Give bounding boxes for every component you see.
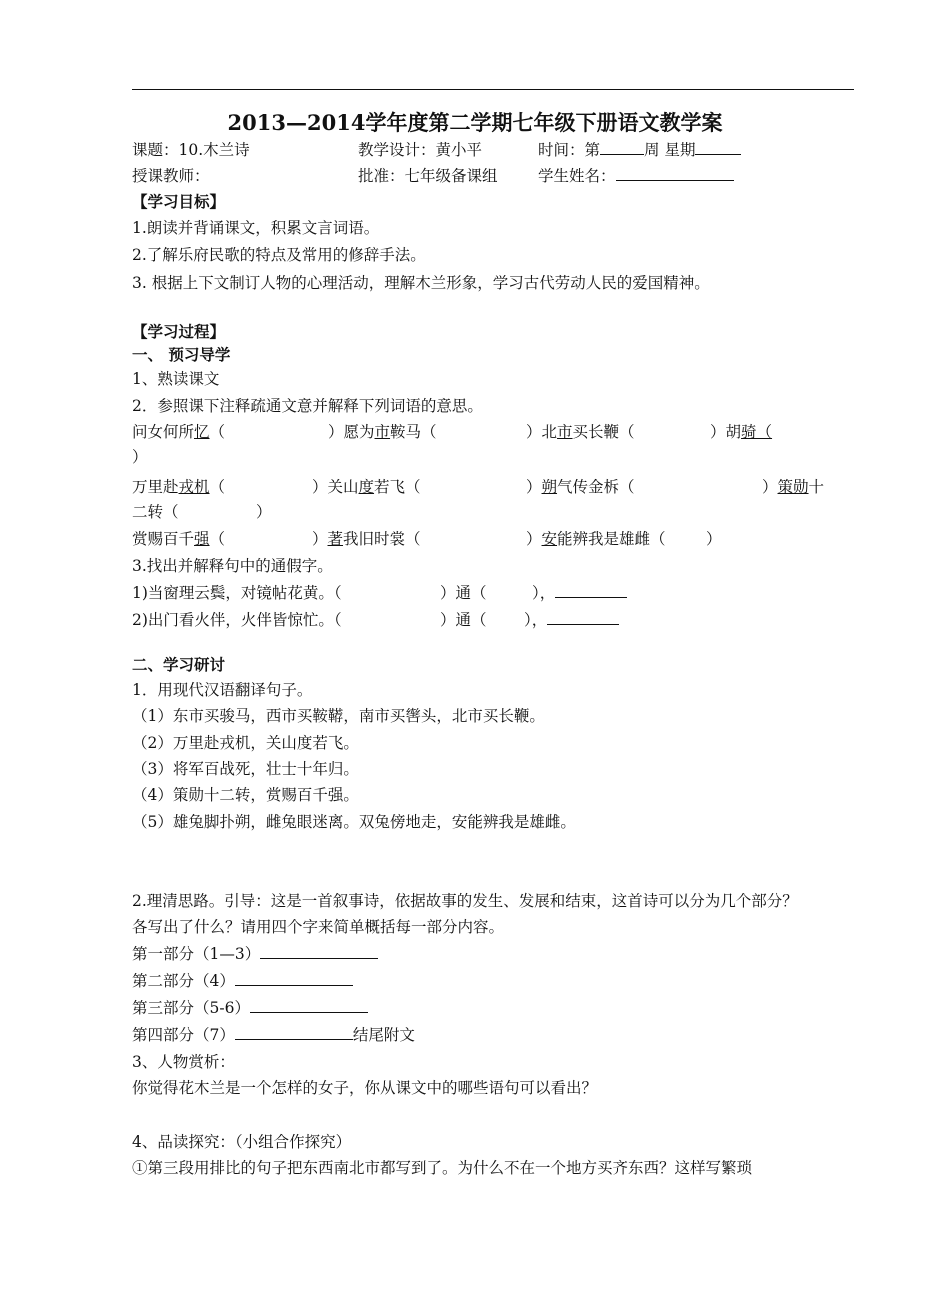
goal-item: 2.了解乐府民歌的特点及常用的修辞手法。 xyxy=(132,246,426,264)
designer-label: 教学设计：黄小平 xyxy=(358,141,483,159)
translate-item: （3）将军百战死，壮士十年归。 xyxy=(132,760,359,778)
topic-label: 课题：10.木兰诗 xyxy=(132,141,250,159)
part-row: 第三部分（5-6） xyxy=(132,998,368,1018)
goals-heading: 【学习目标】 xyxy=(132,192,226,211)
page-title: 2013—2014学年度第二学期七年级下册语文教学案 xyxy=(227,110,723,135)
teacher-label: 授课教师： xyxy=(132,167,210,185)
process-heading: 【学习过程】 xyxy=(132,322,226,341)
section-1-heading: 一、 预习导学 xyxy=(132,345,231,364)
vocab-row-1-wrap: ） xyxy=(132,448,148,466)
goal-item: 1.朗读并背诵课文，积累文言词语。 xyxy=(132,219,380,237)
section-2-heading: 二、学习研讨 xyxy=(132,655,226,674)
preview-item-1: 1、熟读课文 xyxy=(132,370,220,388)
study-item-2: 2.理清思路。引导：这是一首叙事诗，依据故事的发生、发展和结束，这首诗可以分为几个部分？ xyxy=(132,892,798,910)
translate-item: （5）雄兔脚扑朔，雌兔眼迷离。双兔傍地走，安能辨我是雄雌。 xyxy=(132,813,576,831)
study-item-4: 4、品读探究：（小组合作探究） xyxy=(132,1133,352,1151)
translate-item: （1）东市买骏马，西市买鞍鞯，南市买辔头，北市买长鞭。 xyxy=(132,707,545,725)
study-item-3: 3、人物赏析： xyxy=(132,1053,235,1071)
goal-item: 3. 根据上下文制订人物的心理活动，理解木兰形象，学习古代劳动人民的爱国精神。 xyxy=(132,274,710,292)
top-rule xyxy=(132,89,854,90)
student-name-field: 学生姓名： xyxy=(538,166,734,186)
study-item-2-cont: 各写出了什么？请用四个字来简单概括每一部分内容。 xyxy=(132,918,505,936)
study-item-3-question: 你觉得花木兰是一个怎样的女子，你从课文中的哪些语句可以看出？ xyxy=(132,1079,598,1097)
translate-item: （4）策勋十二转，赏赐百千强。 xyxy=(132,786,359,804)
study-item-1: 1．用现代汉语翻译句子。 xyxy=(132,681,313,699)
time-field: 时间：第 周 星期 xyxy=(538,140,741,160)
approval-label: 批准：七年级备课组 xyxy=(358,167,498,185)
part-row: 第二部分（4） xyxy=(132,971,353,991)
part-row: 第一部分（1—3） xyxy=(132,944,378,964)
study-item-4-question: ①第三段用排比的句子把东西南北市都写到了。为什么不在一个地方买齐东西？这样写繁琐 xyxy=(132,1159,753,1177)
translate-item: （2）万里赴戎机，关山度若飞。 xyxy=(132,734,359,752)
part-row: 第四部分（7） 结尾附文 xyxy=(132,1026,415,1044)
preview-item-3: 3.找出并解释句中的通假字。 xyxy=(132,557,333,575)
preview-item-2: 2．参照课下注释疏通文意并解释下列词语的意思。 xyxy=(132,397,483,415)
